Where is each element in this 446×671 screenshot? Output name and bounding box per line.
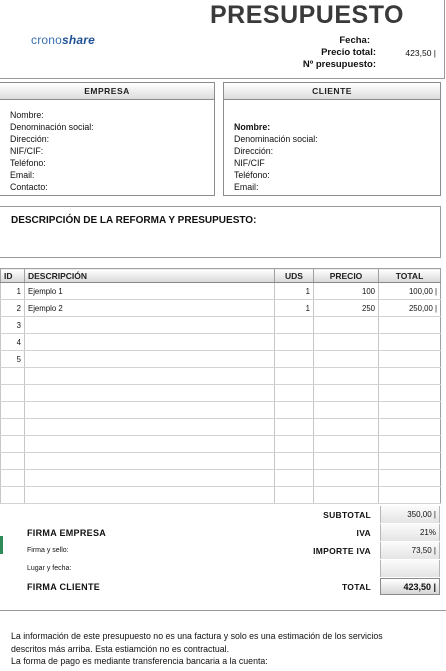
cell-id[interactable] (1, 470, 25, 487)
cell-precio[interactable] (314, 453, 379, 470)
firma-empresa-label: FIRMA EMPRESA (27, 528, 107, 538)
cell-uds[interactable] (275, 385, 314, 402)
cell-precio[interactable] (314, 402, 379, 419)
cell-uds[interactable] (275, 436, 314, 453)
col-header-uds: UDS (275, 269, 314, 283)
cell-total[interactable] (379, 385, 441, 402)
cell-precio[interactable]: 100 (314, 283, 379, 300)
cell-descripcion[interactable] (25, 419, 275, 436)
cell-id[interactable] (1, 487, 25, 504)
cell-total[interactable] (379, 470, 441, 487)
cell-uds[interactable] (275, 351, 314, 368)
footer-line: La información de este presupuesto no es una factura y solo es una estimación de los servicios (11, 631, 383, 641)
table-row (1, 470, 441, 487)
cell-descripcion[interactable] (25, 368, 275, 385)
cell-precio[interactable] (314, 317, 379, 334)
footer-note (11, 630, 431, 668)
precio-total-label: Precio total: (321, 47, 376, 58)
cell-uds[interactable]: 1 (275, 300, 314, 317)
left-edge-marker (0, 536, 3, 554)
cell-descripcion[interactable] (25, 334, 275, 351)
table-row (1, 453, 441, 470)
cell-descripcion[interactable]: Ejemplo 1 (25, 283, 275, 300)
cell-id[interactable]: 4 (1, 334, 25, 351)
cell-descripcion[interactable] (25, 317, 275, 334)
cell-id[interactable] (1, 402, 25, 419)
cell-uds[interactable] (275, 334, 314, 351)
cell-id[interactable]: 3 (1, 317, 25, 334)
cliente-box (223, 82, 441, 196)
table-row (1, 317, 441, 334)
footer-divider (0, 610, 446, 611)
table-row (1, 385, 441, 402)
cliente-nombre-label: Nombre: (234, 122, 271, 132)
blank-total-cell (380, 560, 440, 577)
table-row (1, 334, 441, 351)
table-row (1, 402, 441, 419)
cell-uds[interactable] (275, 470, 314, 487)
cell-uds[interactable] (275, 487, 314, 504)
fecha-label: Fecha: (339, 35, 370, 46)
cell-id[interactable]: 5 (1, 351, 25, 368)
cell-descripcion[interactable] (25, 351, 275, 368)
cell-id[interactable] (1, 436, 25, 453)
cell-total[interactable] (379, 402, 441, 419)
empresa-nombre-label: Nombre: (10, 110, 44, 120)
descripcion-title: DESCRIPCIÓN DE LA REFORMA Y PRESUPUESTO: (11, 215, 257, 226)
col-header-id: ID (1, 269, 25, 283)
cliente-email-label: Email: (234, 182, 259, 192)
cell-uds[interactable] (275, 368, 314, 385)
cell-id[interactable]: 1 (1, 283, 25, 300)
cell-id[interactable] (1, 419, 25, 436)
empresa-heading: EMPRESA (0, 83, 214, 100)
table-row (1, 436, 441, 453)
empresa-contacto-label: Contacto: (10, 182, 48, 192)
subtotal-label: SUBTOTAL (323, 510, 371, 520)
cell-precio[interactable] (314, 351, 379, 368)
iva-label: IVA (356, 528, 371, 538)
cell-precio[interactable] (314, 334, 379, 351)
cell-total[interactable] (379, 436, 441, 453)
cell-precio[interactable] (314, 487, 379, 504)
cell-precio[interactable] (314, 470, 379, 487)
firma-sello-label: Firma y sello: (27, 547, 69, 554)
table-row (1, 419, 441, 436)
cell-descripcion[interactable] (25, 436, 275, 453)
firma-cliente-label: FIRMA CLIENTE (27, 582, 101, 592)
cell-total[interactable]: 250,00 | (379, 300, 441, 317)
lugar-fecha-label: Lugar y fecha: (27, 565, 72, 572)
cell-total[interactable] (379, 351, 441, 368)
cell-id[interactable] (1, 453, 25, 470)
cell-total[interactable] (379, 317, 441, 334)
col-header-precio: PRECIO (314, 269, 379, 283)
cell-uds[interactable]: 1 (275, 283, 314, 300)
cliente-heading: CLIENTE (224, 83, 440, 100)
cliente-fields (224, 100, 440, 193)
table-row (1, 487, 441, 504)
brand-logo (31, 33, 95, 47)
cell-descripcion[interactable]: Ejemplo 2 (25, 300, 275, 317)
cell-total[interactable] (379, 368, 441, 385)
total-label: TOTAL (341, 582, 371, 592)
cliente-telefono-label: Teléfono: (234, 170, 270, 180)
cell-descripcion[interactable] (25, 487, 275, 504)
cell-precio[interactable] (314, 419, 379, 436)
empresa-box (0, 82, 215, 196)
cell-precio[interactable] (314, 385, 379, 402)
cell-descripcion[interactable] (25, 470, 275, 487)
cell-descripcion[interactable] (25, 385, 275, 402)
cliente-direccion-label: Dirección: (234, 146, 274, 156)
cell-uds[interactable] (275, 402, 314, 419)
cliente-denominacion-label: Denominación social: (234, 134, 318, 144)
cell-total[interactable] (379, 334, 441, 351)
table-row (1, 283, 441, 300)
cell-descripcion[interactable] (25, 402, 275, 419)
cell-uds[interactable] (275, 453, 314, 470)
empresa-fields (0, 100, 214, 193)
empresa-nif-label: NIF/CIF: (10, 146, 44, 156)
total-value[interactable]: 423,50 | (380, 578, 440, 595)
iva-value[interactable]: 21% (380, 524, 440, 541)
cell-precio[interactable] (314, 368, 379, 385)
importe-iva-value[interactable]: 73,50 | (380, 542, 440, 559)
cell-total[interactable] (379, 419, 441, 436)
items-table (0, 268, 441, 504)
cell-id[interactable]: 2 (1, 300, 25, 317)
empresa-telefono-label: Teléfono: (10, 158, 46, 168)
descripcion-box (0, 206, 441, 258)
footer-line: La forma de pago es mediante transferencia bancaria a la cuenta: (11, 656, 268, 666)
empresa-email-label: Email: (10, 170, 35, 180)
cell-id[interactable] (1, 368, 25, 385)
importe-iva-label: IMPORTE IVA (313, 546, 371, 556)
cell-precio[interactable] (314, 436, 379, 453)
cell-total[interactable] (379, 487, 441, 504)
precio-total-value: 423,50 | (405, 48, 436, 58)
table-header-row (1, 269, 441, 283)
logo-prefix: crono (31, 33, 63, 47)
cell-uds[interactable] (275, 317, 314, 334)
cliente-nif-label: NIF/CIF (234, 158, 265, 168)
footer-line: descritos más arriba. Esta estiamción no es contractual. (11, 643, 230, 654)
empresa-direccion-label: Dirección: (10, 134, 50, 144)
cell-uds[interactable] (275, 419, 314, 436)
logo-suffix: share (62, 33, 96, 47)
cell-total[interactable] (379, 453, 441, 470)
cell-id[interactable] (1, 385, 25, 402)
table-row (1, 368, 441, 385)
empresa-denominacion-label: Denominación social: (10, 122, 94, 132)
cell-precio[interactable]: 250 (314, 300, 379, 317)
col-header-descripcion: DESCRIPCIÓN (25, 269, 275, 283)
cell-total[interactable]: 100,00 | (379, 283, 441, 300)
table-row (1, 300, 441, 317)
table-row (1, 351, 441, 368)
subtotal-value[interactable]: 350,00 | (380, 506, 440, 523)
page-title: PRESUPUESTO (210, 1, 404, 29)
cell-descripcion[interactable] (25, 453, 275, 470)
numero-presupuesto-label: Nº presupuesto: (302, 59, 376, 70)
col-header-total: TOTAL (379, 269, 441, 283)
